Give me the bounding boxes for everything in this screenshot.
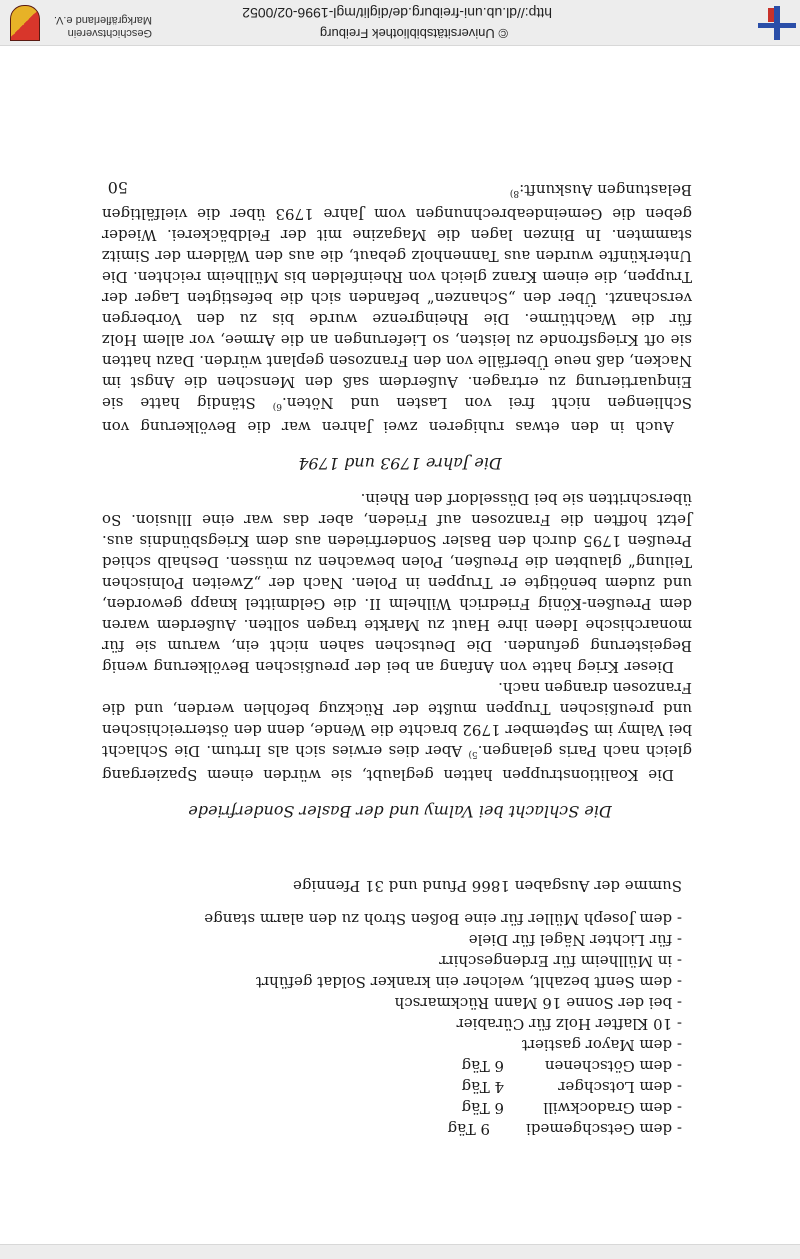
list-item: - dem Gradockwill [543, 1099, 682, 1117]
list-item: - für Lichter Nägel für Diele [468, 931, 682, 949]
expense-sum: Summe der Ausgaben 1866 Pfund und 31 Pfennige [292, 877, 682, 895]
ub-logo-icon [756, 6, 796, 40]
section-heading-1793: Die Jahre 1793 und 1794 [298, 454, 502, 473]
footnote-marker: 6) [272, 401, 282, 411]
list-item-qty: 6 Täg [461, 1057, 504, 1075]
list-item-qty: 6 Täg [461, 1099, 504, 1117]
page-number: 50 [107, 178, 128, 197]
paragraph-1793: Auch in den etwas ruhigeren zwei Jahren war die Bevölkerung von Schliengen nicht frei von Lasten und Nöten.$^{6)}$ Ständig hatte sie Einquartierung zu ertragen. Außerdem saß den Menschen die Angst im Nacken, daß neue Überfälle von den Franzosen geplant würden. Dazu hatten sie oft Kriegsfronde zu leisten, so Lieferungen an die Armee, vor allem Holz für die Wachtürme. Die Rheingrenze wurde bis zu den Vorbergen verschanzt. Über den „Schanzen“ befanden sich die befestigten Lager der Truppen, die einem Kranz gleich von Rheinfelden bis Müllheim reichten. Die Unterkünfte wurden aus Tannenholz gebaut, die aus den Wäldern der Simitz stammten. In Binzen lagen die Magazine mit der Feldbäckerei. Wieder geben die Gemeindeabrechnungen vom Jahre 1793 über die vielfältigen Belastungen Auskunft:$^{8)}$ [102, 181, 692, 436]
paragraph-prussia: Dieser Krieg hatte von Anfang an bei der preußischen Bevölkerung wenig Begeisterung gefunden. Die Deutschen sahen nicht ein, warum sie für monarchische Ideen ihre Haut zu Markte tragen sollten. Außerdem waren dem Preußen-König Friedrich Wilhelm II. die Geldmittel knapp geworden, und zudem benötigte er Truppen in Polen. Nach der „Zweiten Polnischen Teilung“ glaubten die Preußen, Polen bewachen zu müssen. Deshalb schied Preußen 1795 durch den Basler Sonderfrieden aus dem Kriegsbündnis aus. Jetzt hofften die Franzosen auf Frieden, aber das war eine Illusion. So überschritten sie bei Düsseldorf den Rhein. [102, 490, 692, 676]
list-item: - in Müllheim für Erdengeschirr [439, 952, 682, 970]
source-url[interactable]: http://dl.ub.uni-freiburg.de/diglit/mgl-1996-02/0052 [242, 5, 552, 21]
list-item: - dem Mayor gastiert [521, 1036, 682, 1054]
list-item: - dem Lotschger [558, 1078, 682, 1096]
list-item: - dem Götschenen [544, 1057, 682, 1075]
paragraph-valmy: Die Koalitionstruppen hatten geglaubt, sie würden einem Spaziergang gleich nach Paris gelangen.$^{5)}$ Aber dies erwies sich als Irrtum. Die Schlacht bei Valmy im September 1792 brachte die Wende, denn den österreichischen und preußischen Truppen mußte der Rückzug befohlen werden, und die Franzosen drangen nach. Dieser Krieg hatte von Anfang an bei der preußischen Bevölkerung wenig Begeisterung gefunden. Die Deutschen sahen nicht ein, warum sie für monarchische Ideen ihre Haut zu Markte tragen sollten. Außerdem waren dem Preußen-König Friedrich Wilhelm II. die Geldmittel knapp geworden, und zudem benötigte er Truppen in Polen. Nach der „Zweiten Polnischen Teilung“ glaubten die Preußen, Polen bewachen zu müssen. Deshalb schied Preußen 1795 durch den Basler Sonderfrieden aus dem Kriegsbündnis aus. Jetzt hofften die Franzosen auf Frieden, aber das war eine Illusion. So überschritten sie bei Düsseldorf den Rhein. [102, 490, 692, 784]
list-item-qty: 9 Täg [447, 1120, 490, 1138]
society-region: Markgräflerland e.V. [53, 14, 152, 26]
footer-bar [0, 0, 800, 46]
institution-credit: © Universitätsbibliothek Freiburg [319, 26, 508, 41]
list-item: - 10 Klafter Holz für Cürabier [456, 1015, 682, 1033]
list-item: - dem Getschgemedi [526, 1120, 682, 1138]
section-heading-valmy: Die Schlacht bei Valmy und der Basler Sonderfriede [188, 802, 612, 821]
list-item: - dem Joseph Müller für eine Boßen Stroh zu den alarm stange [204, 910, 682, 928]
coat-of-arms-icon [10, 5, 40, 41]
top-strip [0, 1244, 800, 1259]
list-item: - bei der Sonne 16 Mann Rückmarsch [394, 994, 682, 1012]
society-name: Geschichtsverein [67, 27, 152, 39]
list-item: - dem Senft bezahlt, welcher ein kranker Soldat geführt [255, 973, 682, 991]
list-item-qty: 4 Täg [461, 1078, 504, 1096]
footnote-marker: 8) [509, 188, 520, 198]
footnote-marker: 5) [468, 749, 478, 759]
